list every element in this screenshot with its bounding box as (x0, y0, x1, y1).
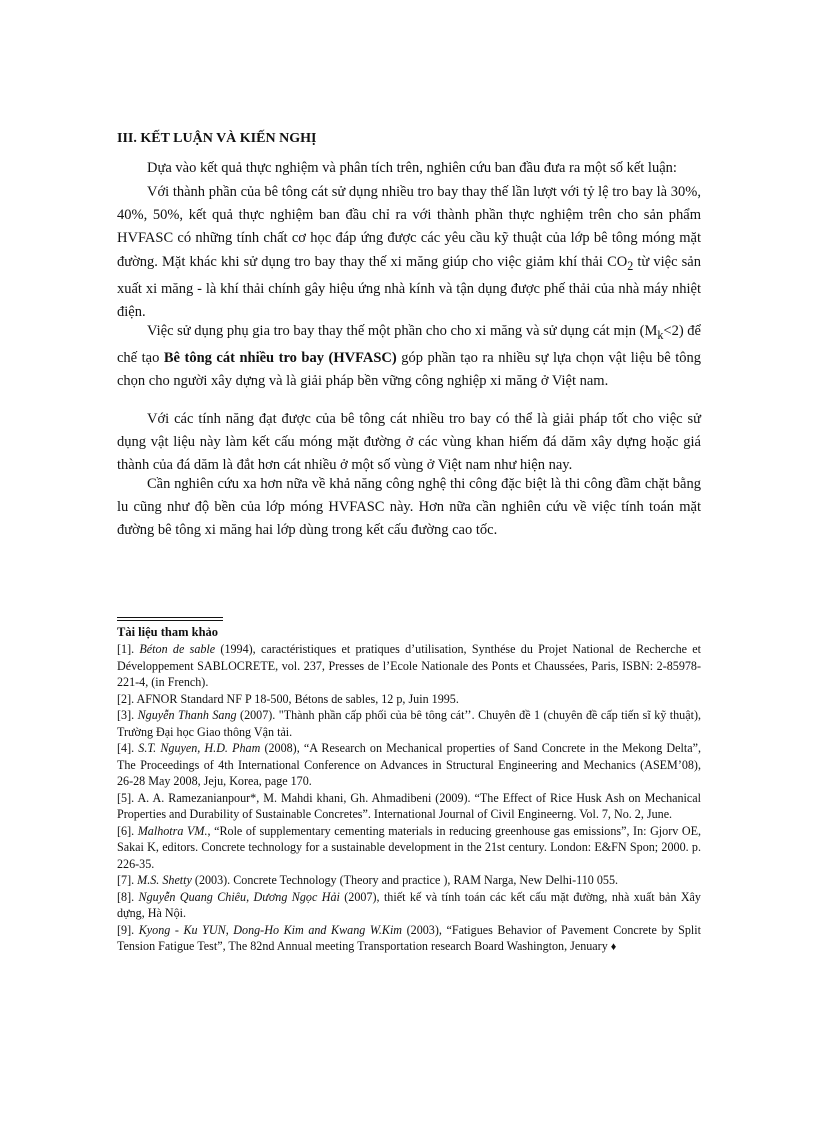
reference-text: A. A. Ramezanianpour*, M. Mahdi khani, Gh. Ahmadibeni (2009). “The Effect of Rice Husk Ash on Mechanical Properties and Durability of Sustainable Concretes”. International Journal of Civil Engineerng. Vol. 7, No. 2, June. (117, 790, 701, 821)
reference-author: M.S. Shetty (137, 873, 192, 887)
paragraph-intro: Dựa vào kết quả thực nghiệm và phân tích trên, nghiên cứu ban đầu đưa ra một số kết luận: (147, 160, 677, 176)
reference-text: AFNOR Standard NF P 18-500, Bétons de sables, 12 p, Juin 1995. (134, 691, 459, 706)
reference-item (117, 823, 701, 873)
reference-number: [2]. (117, 691, 135, 706)
reference-author: Kyong - Ku YUN, Dong-Ho Kim and Kwang W.Kim (138, 922, 403, 937)
end-diamond-icon: ♦ (610, 941, 617, 953)
reference-number: [4]. (117, 741, 135, 755)
reference-author: Nguyễn Thanh Sang (137, 708, 237, 722)
reference-text: (2007), thiết kế và tính toán các kết cấu mặt đường, nhà xuất bản Xây dựng, Hà Nội. (117, 889, 701, 920)
reference-item (117, 740, 701, 790)
reference-item (117, 889, 701, 922)
reference-item (117, 691, 701, 708)
paragraph-results-text: Với thành phần của bê tông cát sử dụng nhiều tro bay thay thế lần lượt với tỷ lệ tro bay là 30%, 40%, 50%, kết quả thực nghiệm ban đầu chỉ ra với thành phần thực nghiệm trên cho sản phẩm HVFASC có những tính chất cơ học đáp ứng được các yêu cầu kỹ thuật của lớp bê tông móng mặt đường. Mặt khác khi sử dụng tro bay thay thế xi măng giúp cho việc giảm khí thải CO (117, 184, 701, 270)
reference-author: Béton de sable (139, 642, 216, 656)
paragraph-results-text-end: từ việc sản xuất xi măng - là khí thải chính gây hiệu ứng nhà kính và tận dụng được phế thải của nhà máy nhiệt điện. (117, 253, 701, 320)
reference-number: [3]. (117, 708, 135, 722)
reference-item (117, 790, 701, 823)
reference-number: [9]. (117, 922, 135, 937)
paragraph-fly-ash-text: Việc sử dụng phụ gia tro bay thay thế một phần cho cho xi măng và sử dụng cát mịn (M (147, 323, 658, 339)
mk-subscript: k (657, 327, 664, 342)
reference-number: [6]. (117, 823, 135, 838)
reference-item (117, 922, 701, 956)
reference-number: [7]. (117, 873, 135, 887)
reference-text: (2007). "Thành phần cấp phối của bê tông cát’’. Chuyên đề 1 (chuyên đề cấp tiến sĩ kỹ thuật), Trường Đại học Giao thông Vận tải. (117, 708, 701, 739)
reference-text: (2003). Concrete Technology (Theory and practice ), RAM Narga, New Delhi-110 055. (191, 873, 619, 887)
reference-author: Nguyễn Quang Chiêu, Dương Ngọc Hải (138, 889, 340, 904)
paragraph-fly-ash-text-mid: <2) để chế tạo (117, 323, 701, 367)
reference-author: Malhotra VM. (137, 823, 208, 838)
reference-text: , “Role of supplementary cementing materials in reducing greenhouse gas emissions”, In: Gjorv OE, Sakai K, editors. Concrete technology for a sustainable development in the 21st century. London: E&FN Spon; 2000. p. 226-35. (117, 823, 702, 871)
reference-number: [8]. (117, 889, 135, 904)
reference-number: [1]. (117, 642, 135, 656)
reference-author: S.T. Nguyen, H.D. Pham (138, 741, 261, 755)
reference-item (117, 641, 701, 691)
co2-subscript: 2 (627, 258, 634, 273)
reference-number: [5]. (117, 790, 135, 805)
reference-item (117, 707, 701, 740)
paragraph-fly-ash (117, 320, 701, 394)
reference-text: (2008), “A Research on Mechanical properties of Sand Concrete in the Mekong Delta”, The Proceedings of 4th International Conference on Advances in Structural Engineering and Mechanics (ASEM’08), 26-28 May 2008, Jeju, Korea, page 170. (117, 741, 701, 788)
reference-text: (1994), caractéristiques et pratiques d’utilisation, Synthése du Projet National de Recherche et Développement SABLOCRETE, vol. 237, Presses de l’Ecole Nationale des Ponts et Chaussées, Paris, ISBN: 2-85978-221-4, (in French). (117, 642, 702, 689)
reference-item (117, 872, 701, 889)
footnote-rule (117, 617, 223, 618)
section-heading: III. KẾT LUẬN VÀ KIẾN NGHỊ (117, 131, 317, 146)
reference-text: (2003), “Fatigues Behavior of Pavement Concrete by Split Tension Fatigue Test”, The 82nd Annual meeting Transportation research Board Washington, Jenuary (117, 922, 702, 953)
references-title: Tài liệu tham khảo (117, 625, 219, 639)
paragraph-results (117, 181, 701, 324)
paragraph-fly-ash-text-end: góp phần tạo ra nhiều sự lựa chọn vật liệu bê tông chọn cho người xây dựng và là giải pháp bền vững công nghiệp xi măng ở Việt nam. (117, 350, 702, 390)
paragraph-further-research: Cần nghiên cứu xa hơn nữa về khả năng công nghệ thi công đặc biệt là thi công đầm chặt bằng lu cũng như độ bền của lớp móng HVFASC này. Hơn nữa cần nghiên cứu về việc tính toán mặt đường bê tông xi măng hai lớp dùng trong kết cấu đường cao tốc. (117, 476, 701, 539)
paragraph-solution: Với các tính năng đạt được của bê tông cát nhiều tro bay có thể là giải pháp tốt cho việc sử dụng vật liệu này làm kết cấu móng mặt đường ở các vùng khan hiếm đá dăm xây dựng hoặc giá thành của đá dăm là đắt hơn cát nhiều ở một số vùng ở Việt nam như hiện nay. (117, 411, 701, 474)
footnote-rule-second (117, 620, 223, 621)
references-list (117, 641, 701, 956)
hvfasc-term: Bê tông cát nhiều tro bay (HVFASC) (163, 350, 397, 367)
